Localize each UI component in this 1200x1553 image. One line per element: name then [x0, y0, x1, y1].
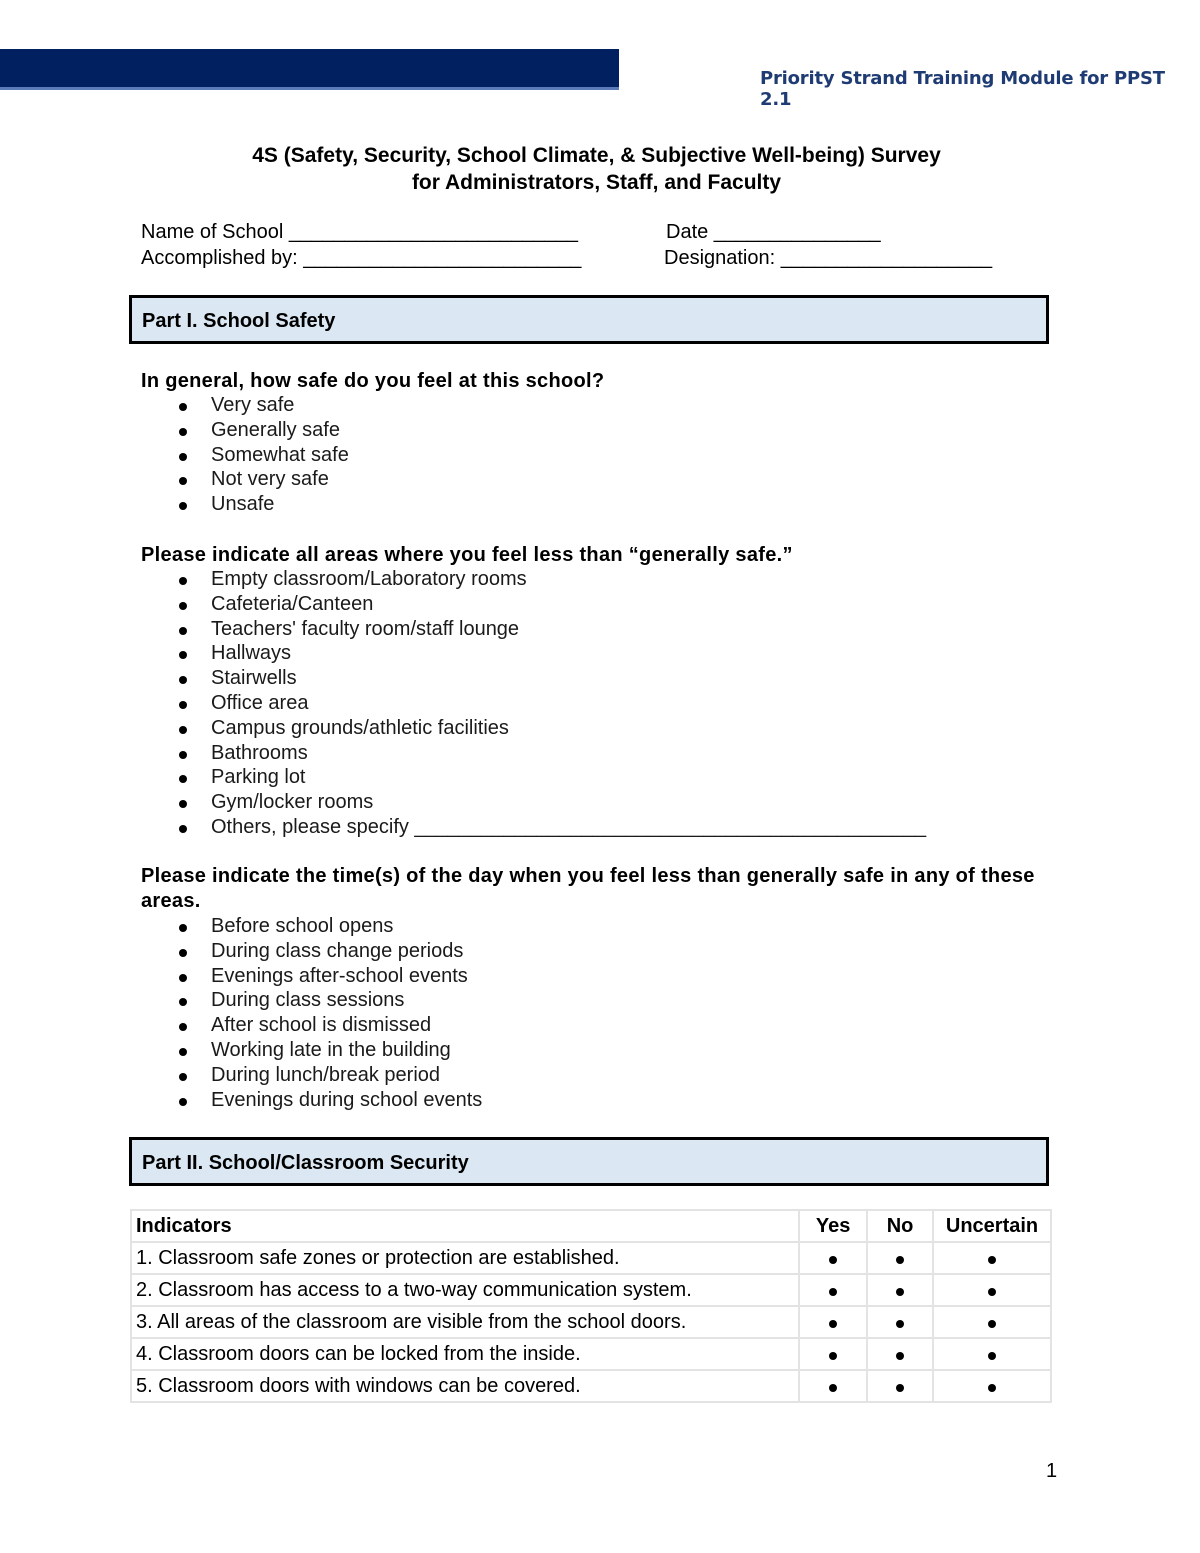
accomplished-by-field[interactable]: Accomplished by: _________________________ [141, 247, 582, 269]
date-field[interactable]: Date _______________ [666, 221, 881, 243]
option-item[interactable]: During class sessions [176, 988, 482, 1013]
col-uncertain: Uncertain [933, 1210, 1051, 1242]
question-3: Please indicate the time(s) of the day when you feel less than generally safe in any of these areas. [141, 865, 1035, 912]
indicator-text: 4. Classroom doors can be locked from the inside. [131, 1338, 799, 1370]
bullet-icon [829, 1352, 837, 1360]
question-1: In general, how safe do you feel at this school? [141, 370, 605, 392]
part1-heading: Part I. School Safety [129, 295, 1049, 344]
table-row [131, 1274, 1051, 1306]
bullet-icon [896, 1256, 904, 1264]
option-item[interactable]: Hallways [176, 641, 926, 666]
bullet-icon [896, 1384, 904, 1392]
table-header-row [131, 1210, 1051, 1242]
option-item[interactable]: Teachers' faculty room/staff lounge [176, 617, 926, 642]
option-item[interactable]: Stairwells [176, 666, 926, 691]
bullet-icon [829, 1256, 837, 1264]
indicator-text: 5. Classroom doors with windows can be covered. [131, 1370, 799, 1402]
option-item[interactable]: Bathrooms [176, 741, 926, 766]
option-item[interactable]: Gym/locker rooms [176, 790, 926, 815]
option-item[interactable]: Office area [176, 691, 926, 716]
bullet-icon [896, 1352, 904, 1360]
option-no-cell[interactable] [867, 1370, 933, 1402]
option-item[interactable]: Unsafe [176, 492, 349, 517]
option-yes-cell[interactable] [799, 1338, 867, 1370]
option-item[interactable]: Others, please specify ______________________________________________ [176, 815, 926, 840]
col-indicators: Indicators [131, 1210, 799, 1242]
indicator-text: 3. All areas of the classroom are visible from the school doors. [131, 1306, 799, 1338]
option-no-cell[interactable] [867, 1274, 933, 1306]
option-no-cell[interactable] [867, 1242, 933, 1274]
option-item[interactable]: Generally safe [176, 418, 349, 443]
bullet-icon [896, 1320, 904, 1328]
option-item[interactable]: Evenings after-school events [176, 964, 482, 989]
bullet-icon [988, 1352, 996, 1360]
option-uncertain-cell[interactable] [933, 1242, 1051, 1274]
designation-field[interactable]: Designation: ___________________ [664, 247, 993, 269]
survey-subtitle: for Administrators, Staff, and Faculty [411, 171, 782, 194]
indicator-text: 1. Classroom safe zones or protection are established. [131, 1242, 799, 1274]
option-item[interactable]: After school is dismissed [176, 1013, 482, 1038]
page-number: 1 [1046, 1460, 1058, 1482]
table-row [131, 1370, 1051, 1402]
option-no-cell[interactable] [867, 1306, 933, 1338]
col-yes: Yes [799, 1210, 867, 1242]
bullet-icon [988, 1384, 996, 1392]
option-yes-cell[interactable] [799, 1306, 867, 1338]
survey-title: 4S (Safety, Security, School Climate, & Subjective Well-being) Survey [252, 144, 941, 167]
school-name-field[interactable]: Name of School __________________________ [141, 221, 579, 243]
module-title: Priority Strand Training Module for PPST 2.1 [760, 68, 1165, 110]
bullet-icon [988, 1256, 996, 1264]
table-row [131, 1306, 1051, 1338]
bullet-icon [829, 1288, 837, 1296]
bullet-icon [829, 1320, 837, 1328]
bullet-icon [988, 1288, 996, 1296]
option-item[interactable]: During lunch/break period [176, 1063, 482, 1088]
question-3-options [176, 914, 482, 1112]
option-uncertain-cell[interactable] [933, 1306, 1051, 1338]
option-yes-cell[interactable] [799, 1274, 867, 1306]
option-item[interactable]: Empty classroom/Laboratory rooms [176, 567, 926, 592]
table-row [131, 1338, 1051, 1370]
option-item[interactable]: Evenings during school events [176, 1088, 482, 1113]
option-item[interactable]: Somewhat safe [176, 443, 349, 468]
part2-heading: Part II. School/Classroom Security [129, 1137, 1049, 1186]
option-item[interactable]: Parking lot [176, 765, 926, 790]
option-uncertain-cell[interactable] [933, 1274, 1051, 1306]
option-item[interactable]: During class change periods [176, 939, 482, 964]
option-item[interactable]: Cafeteria/Canteen [176, 592, 926, 617]
option-item[interactable]: Working late in the building [176, 1038, 482, 1063]
security-indicators-table [130, 1209, 1052, 1403]
indicator-text: 2. Classroom has access to a two-way communication system. [131, 1274, 799, 1306]
col-no: No [867, 1210, 933, 1242]
option-item[interactable]: Very safe [176, 393, 349, 418]
question-1-options [176, 393, 349, 517]
bullet-icon [988, 1320, 996, 1328]
option-no-cell[interactable] [867, 1338, 933, 1370]
option-item[interactable]: Before school opens [176, 914, 482, 939]
option-item[interactable]: Not very safe [176, 467, 349, 492]
question-2: Please indicate all areas where you feel less than “generally safe.” [141, 544, 793, 566]
option-item[interactable]: Campus grounds/athletic facilities [176, 716, 926, 741]
option-uncertain-cell[interactable] [933, 1370, 1051, 1402]
table-row [131, 1242, 1051, 1274]
bullet-icon [829, 1384, 837, 1392]
option-yes-cell[interactable] [799, 1370, 867, 1402]
bullet-icon [896, 1288, 904, 1296]
header-banner [0, 49, 619, 90]
option-yes-cell[interactable] [799, 1242, 867, 1274]
option-uncertain-cell[interactable] [933, 1338, 1051, 1370]
question-2-options [176, 567, 926, 840]
